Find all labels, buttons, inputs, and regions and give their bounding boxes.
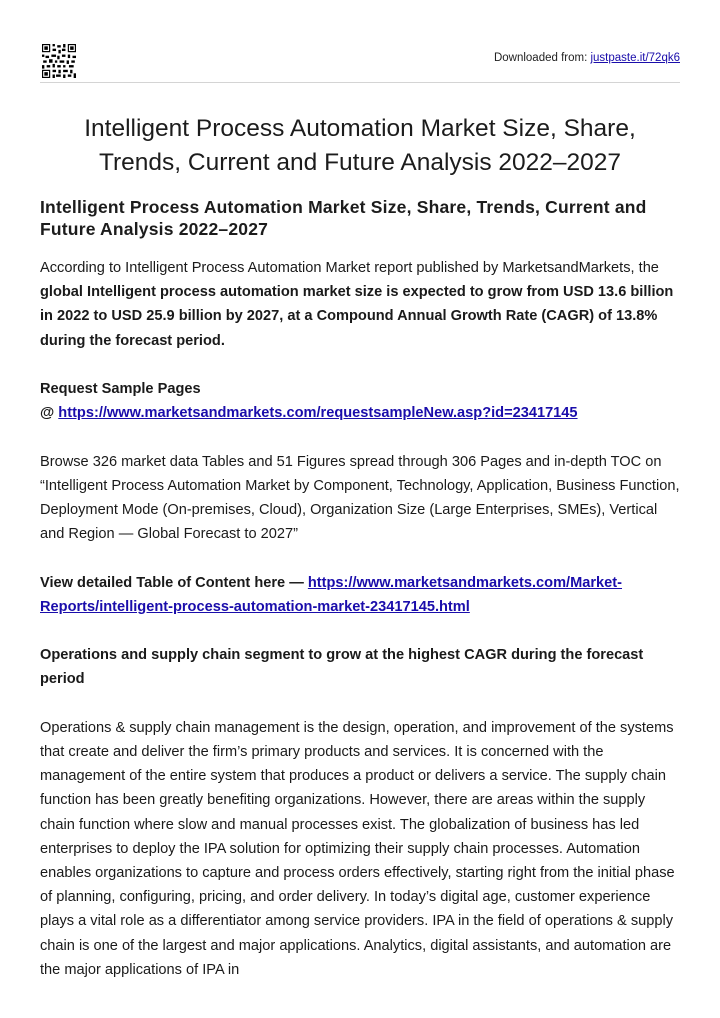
browse-paragraph: Browse 326 market data Tables and 51 Figures spread through 306 Pages and in-depth TOC on “Intelligent Process Automation Market by Component, Technology, Application, Business Function, Deployment Mode (On-premises, Cloud), Organization Size (Large Enterprises, SMEs), Vertical and Region — Global Forecast to 2027” [40, 453, 680, 543]
sample-line [40, 401, 684, 425]
toc-link[interactable]: https://www.marketsandmarkets.com/Market-Reports/intelligent-process-automation-market-23417145.html [40, 574, 623, 615]
section-body: Operations & supply chain management is the design, operation, and improvement of the systems that create and deliver the firm’s primary products and services. It is concerned with the management of the entire system that produces a product or delivers a service. The supply chain function has been greatly benefiting organizations. However, there are areas within the supply chain function where slow and manual processes exist. The globalization of business has led enterprises to deploy the IPA solution for optimizing their supply chain processes. Automation enables organizations to capture and process orders effectively, starting right from the initial phase of planning, configuring, pricing, and order delivery. In today’s digital age, customer experience plays a vital role as a differentiator among service providers. IPA in the field of operations & supply chain is one of the largest and major applications. Analytics, digital assistants, and automation are the major applications of IPA in [40, 719, 675, 978]
document-subtitle: Intelligent Process Automation Market Size, Share, Trends, Current and Future Analysis 2022–2027 [40, 197, 647, 239]
qr-code-icon [42, 44, 76, 78]
sample-prefix: @ [40, 405, 59, 422]
download-source-link[interactable]: justpaste.it/72qk6 [590, 52, 680, 64]
header-divider [40, 82, 680, 83]
intro-paragraph [40, 256, 684, 353]
sample-link[interactable]: https://www.marketsandmarkets.com/requestsampleNew.asp?id=23417145 [58, 405, 578, 422]
document-body [40, 256, 684, 982]
toc-label: View detailed Table of Content here — [40, 574, 308, 591]
intro-highlight: global Intelligent process automation market size is expected to grow from USD 13.6 billion in 2022 to USD 25.9 billion by 2027, at a Compound Annual Growth Rate (CAGR) of 13.8% during the forecast period. [40, 284, 674, 349]
section-heading: Operations and supply chain segment to grow at the highest CAGR during the forecast period [40, 647, 644, 688]
intro-lead: According to Intelligent Process Automation Market report published by MarketsandMarkets, the [40, 260, 659, 276]
sample-heading: Request Sample Pages [40, 381, 201, 397]
document-title: Intelligent Process Automation Market Size, Share, Trends, Current and Future Analysis 2022–2027 [84, 115, 636, 176]
toc-paragraph [40, 571, 684, 619]
download-source-label: Downloaded from: [493, 52, 591, 64]
download-source [494, 52, 680, 64]
